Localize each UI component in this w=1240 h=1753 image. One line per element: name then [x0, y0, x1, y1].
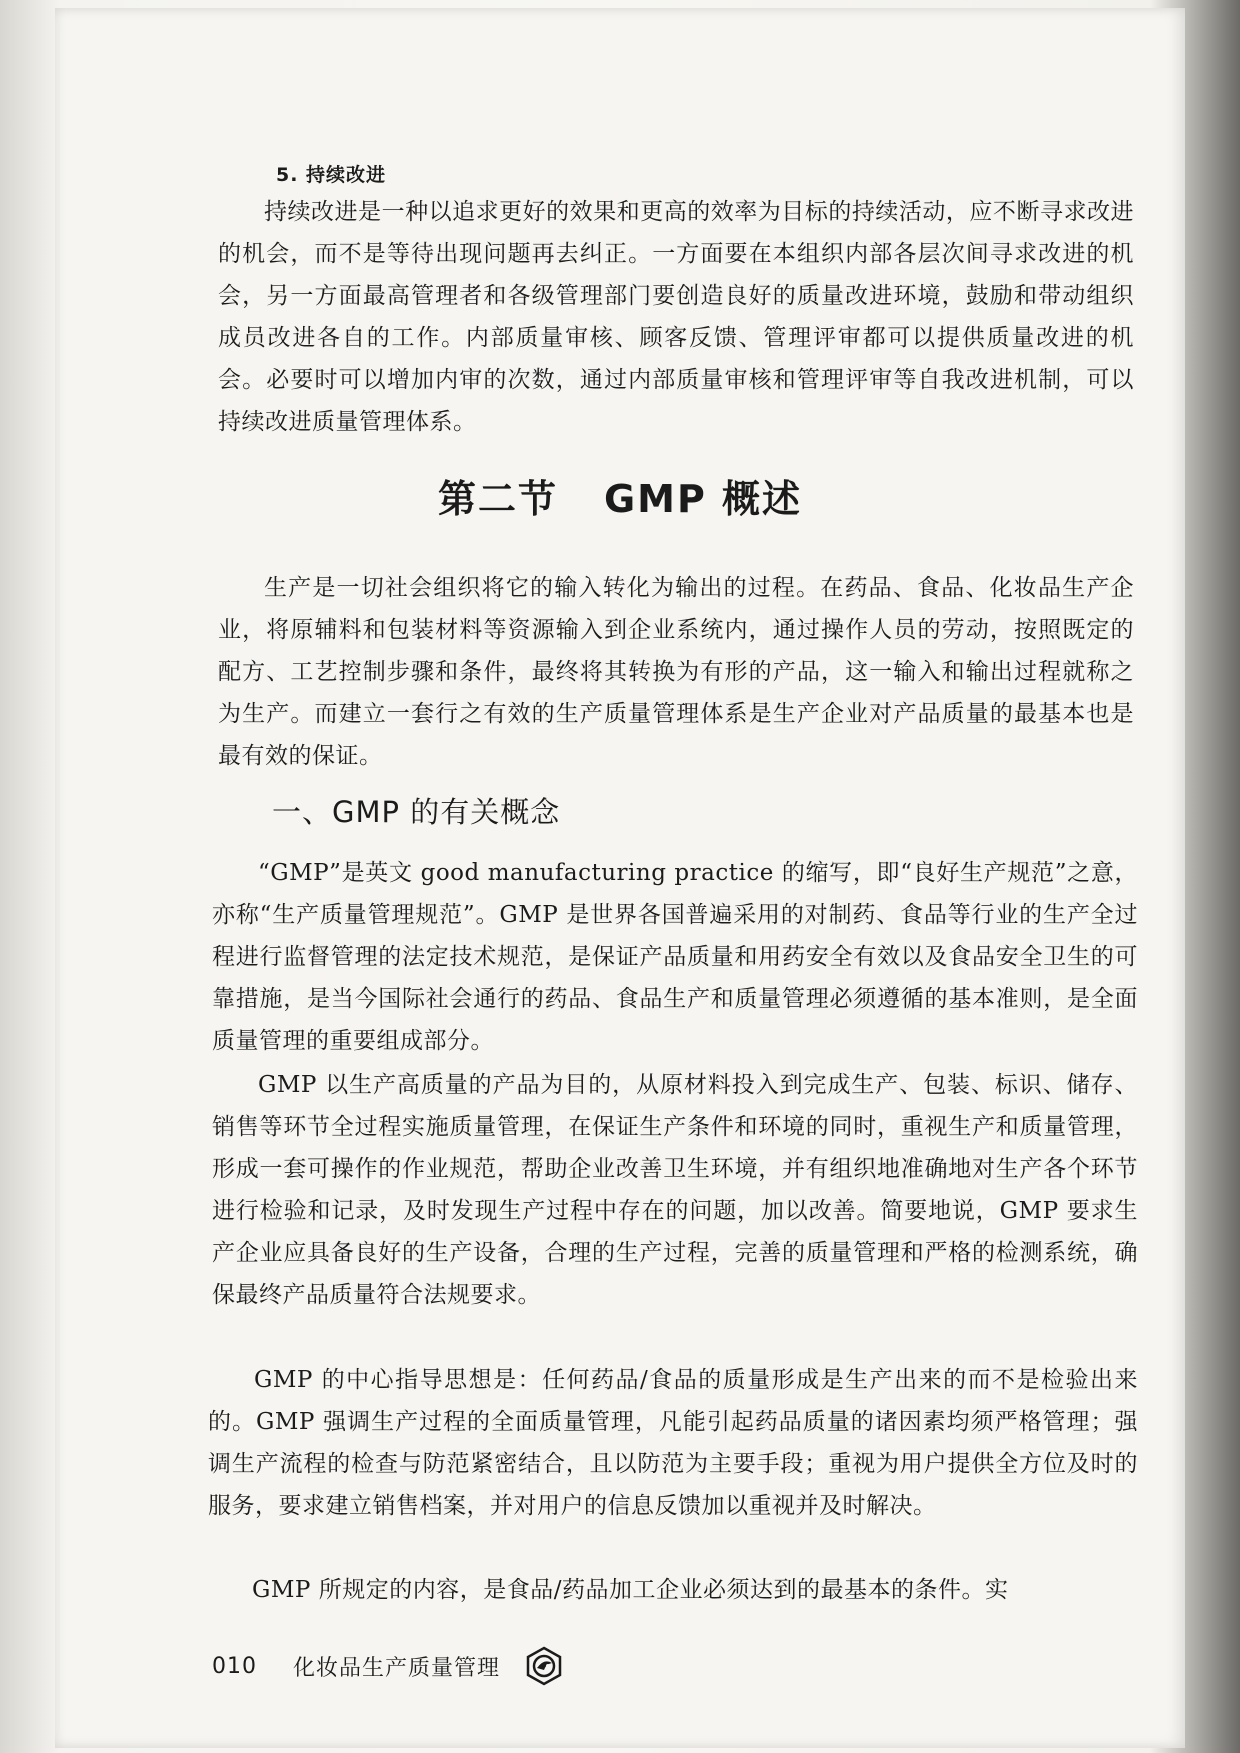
paragraph-gmp-purpose: GMP 以生产高质量的产品为目的，从原材料投入到完成生产、包装、标识、储存、销售等环节全过程实施质量管理，在保证生产条件和环境的同时，重视生产和质量管理，形成一套可操作的作业规范，帮助企业改善卫生环境，并有组织地准确地对生产各个环节进行检验和记录，及时发现生产过程中存在的问题，加以改善。简要地说，GMP 要求生产企业应具备良好的生产设备，合理的生产过程，完善的质量管理和严格的检测系统，确保最终产品质量符合法规要求。	[212, 1072, 1138, 1308]
heading-gmp-concepts: 一、GMP 的有关概念	[272, 795, 561, 829]
paragraph-gmp-content: GMP 所规定的内容，是食品/药品加工企业必须达到的最基本的条件。实	[252, 1577, 1009, 1603]
book-title: 化妆品生产质量管理	[293, 1655, 501, 1681]
section-title	[0, 468, 1240, 523]
section-label: 第二节	[437, 477, 558, 521]
subsection-heading: 5. 持续改进	[276, 164, 387, 186]
paragraph-gmp-definition: “GMP”是英文 good manufacturing practice 的缩写，即“良好生产规范”之意，亦称“生产质量管理规范”。GMP 是世界各国普遍采用的对制药、食品等行业的生产全过程进行监督管理的法定技术规范，是保证产品质量和用药安全有效以及食品安全卫生的可靠措施，是当今国际社会通行的药品、食品生产和质量管理必须遵循的基本准则，是全面质量管理的重要组成部分。	[212, 860, 1138, 1054]
section-name: GMP 概述	[603, 477, 803, 521]
paragraph-gmp-philosophy: GMP 的中心指导思想是：任何药品/食品的质量形成是生产出来的而不是检验出来的。GMP 强调生产过程的全面质量管理，凡能引起药品质量的诸因素均须严格管理；强调生产流程的检查与防范紧密结合，且以防范为主要手段；重视为用户提供全方位及时的服务，要求建立销售档案，并对用户的信息反馈加以重视并及时解决。	[208, 1367, 1138, 1519]
publisher-logo-icon	[524, 1646, 564, 1686]
section-intro-paragraph: 生产是一切社会组织将它的输入转化为输出的过程。在药品、食品、化妆品生产企业，将原辅料和包装材料等资源输入到企业系统内，通过操作人员的劳动，按照既定的配方、工艺控制步骤和条件，最终将其转换为有形的产品，这一输入和输出过程就称之为生产。而建立一套行之有效的生产质量管理体系是生产企业对产品质量的最基本也是最有效的保证。	[218, 575, 1134, 769]
page-number: 010	[212, 1653, 257, 1679]
page-footer	[212, 1646, 564, 1686]
subsection-paragraph: 持续改进是一种以追求更好的效果和更高的效率为目标的持续活动，应不断寻求改进的机会，而不是等待出现问题再去纠正。一方面要在本组织内部各层次间寻求改进的机会，另一方面最高管理者和各级管理部门要创造良好的质量改进环境，鼓励和带动组织成员改进各自的工作。内部质量审核、顾客反馈、管理评审都可以提供质量改进的机会。必要时可以增加内审的次数，通过内部质量审核和管理评审等自我改进机制，可以持续改进质量管理体系。	[218, 199, 1134, 435]
